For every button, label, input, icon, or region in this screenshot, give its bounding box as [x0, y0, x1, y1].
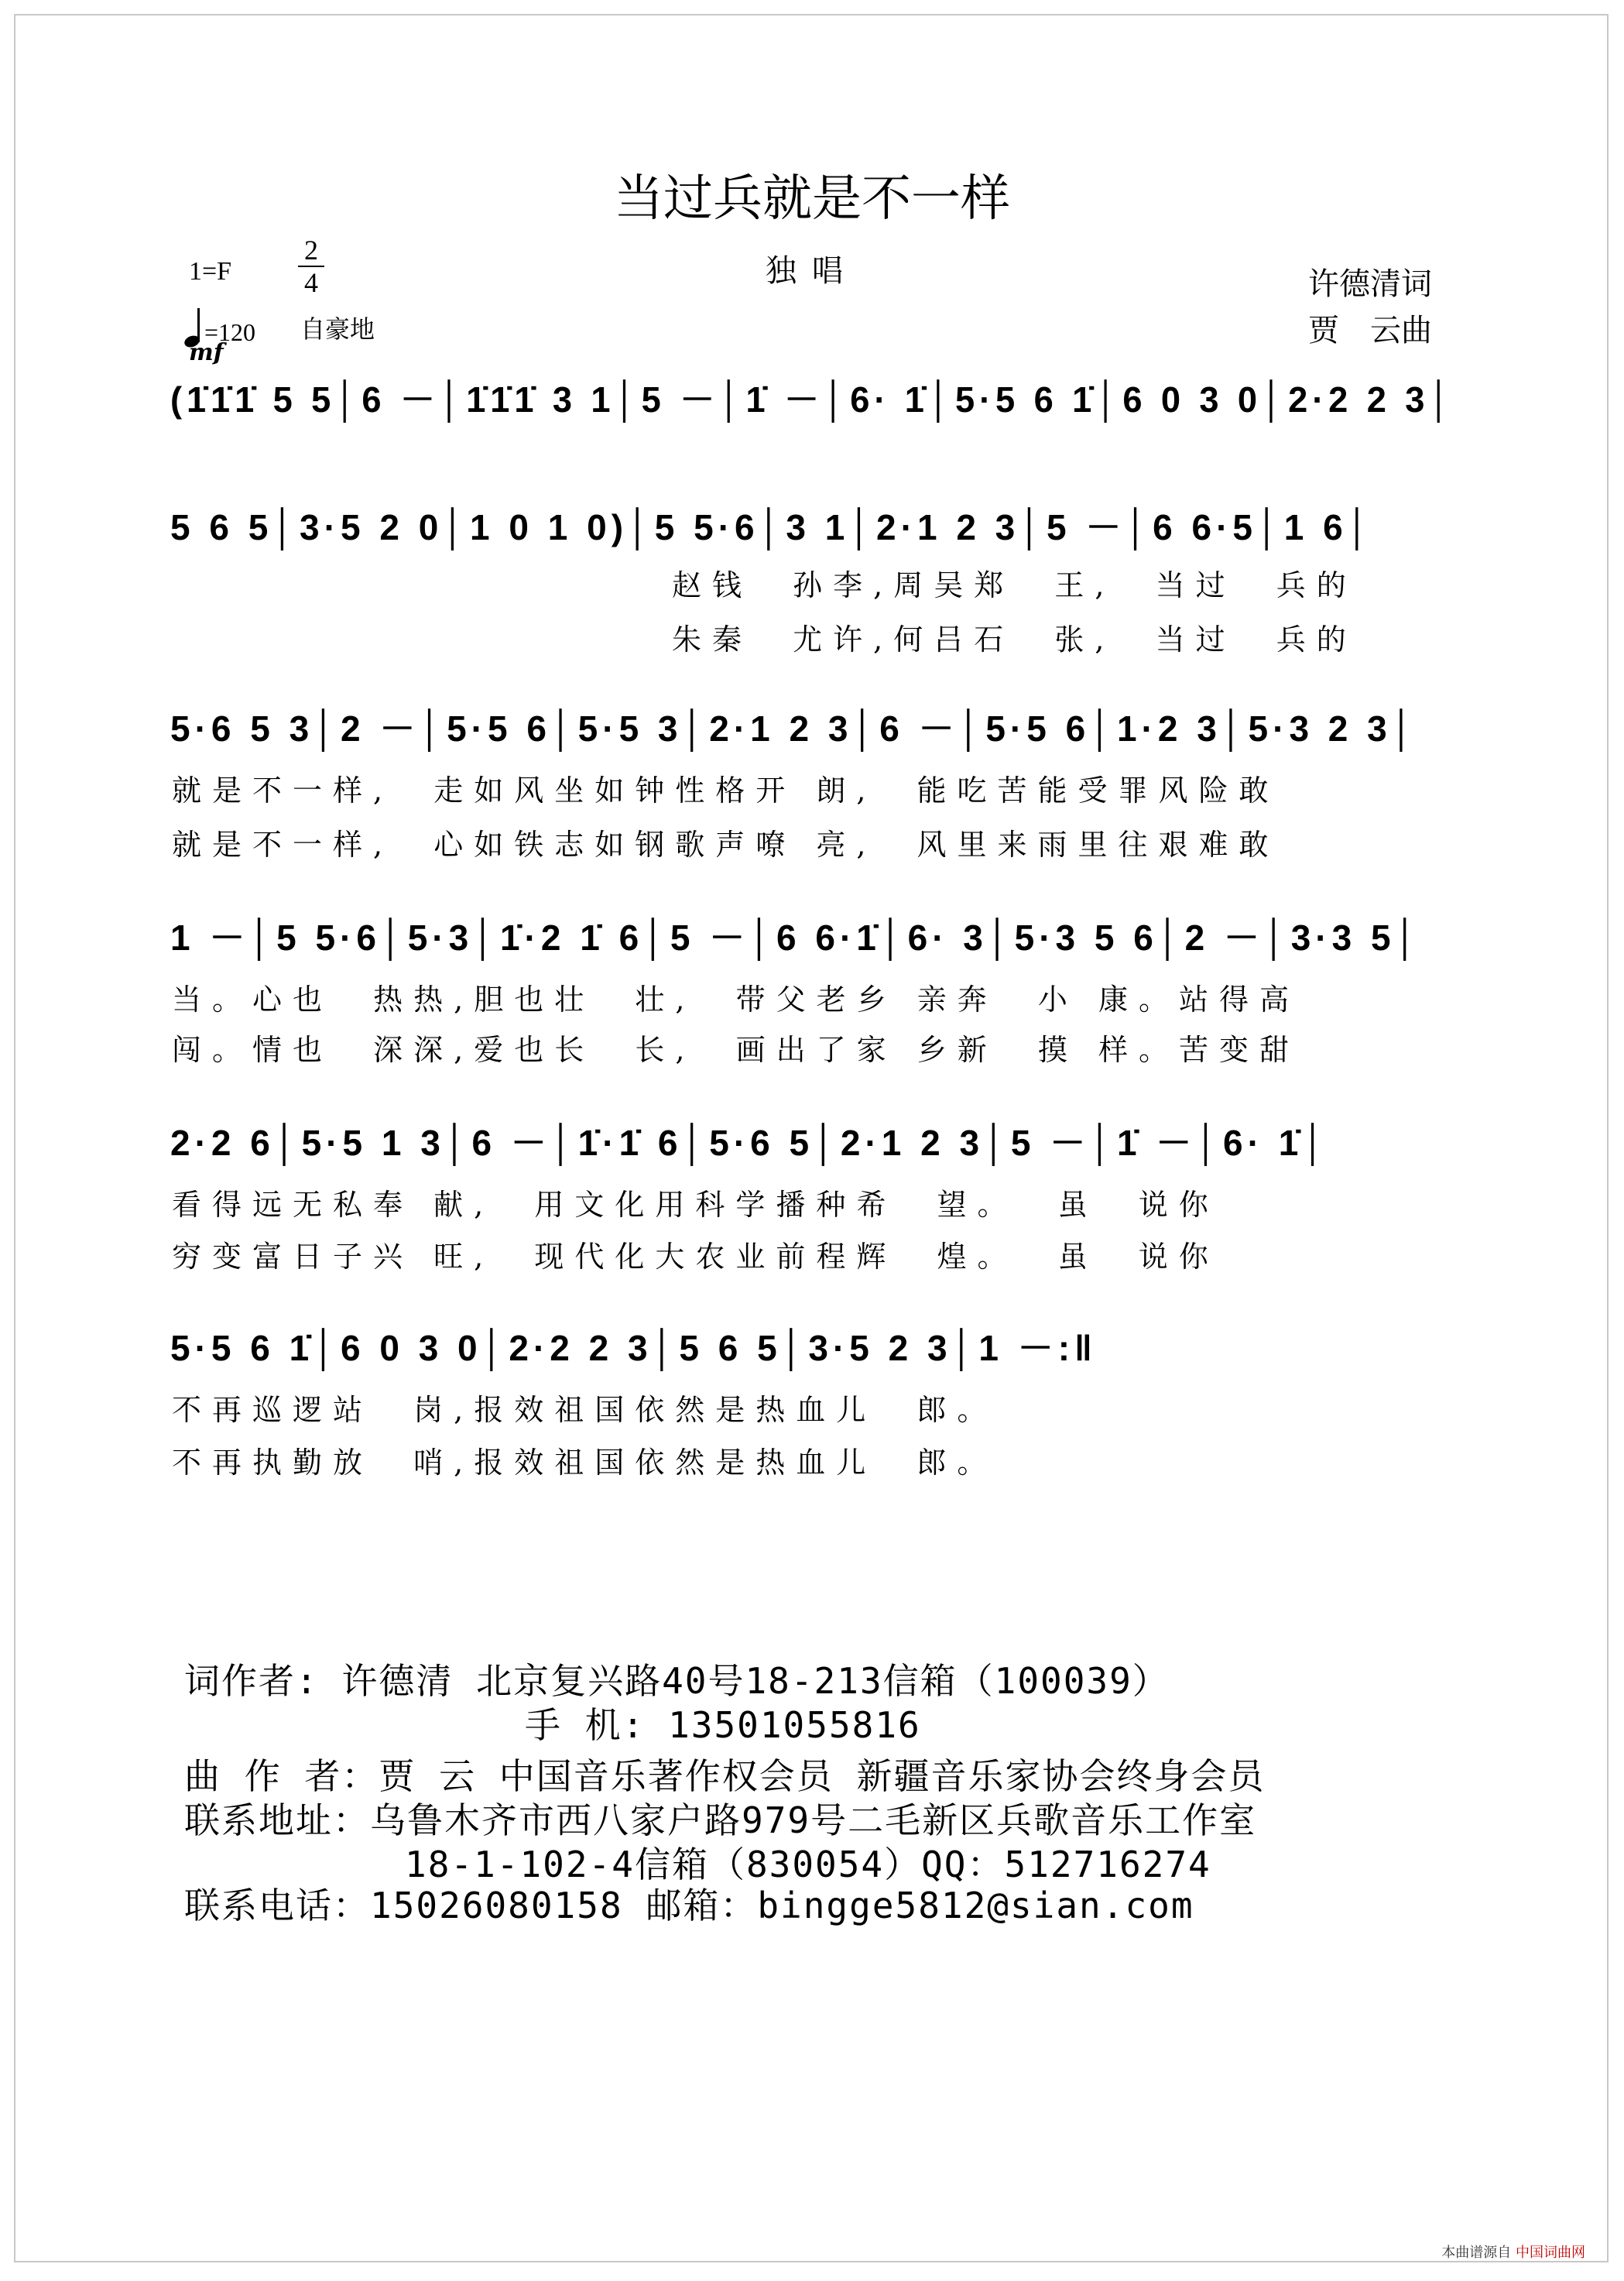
score-line-notes: 5·5 6 1̇│6 0 3 0│2·2 2 3│5 6 5│3·5 2 3│1 －:‖: [170, 1328, 1097, 1368]
composer-credit: 贾 云曲: [1308, 313, 1432, 348]
time-signature: [298, 235, 324, 297]
contact-address-cont: 18-1-102-4信箱（830054）QQ：512716274: [405, 1844, 1211, 1885]
score-line-6: [170, 1320, 1455, 1382]
score-line-5: [170, 1115, 1455, 1177]
source-footer: [1441, 2242, 1585, 2262]
score-line-4: [170, 910, 1455, 972]
source-label: 本曲谱源自: [1441, 2245, 1512, 2261]
lyric-verse-1: 赵钱 孙李,周吴郑 王, 当过 兵的: [672, 568, 1357, 602]
time-signature-bottom: 4: [304, 267, 318, 298]
tempo-value: =120: [204, 318, 256, 346]
lyricist-contact: 词作者: 许德清 北京复兴路40号18-213信箱（100039）: [184, 1660, 1170, 1702]
key-signature: 1=F: [189, 257, 232, 286]
score-line-notes: 1 －│5 5·6│5·3│1̇·2 1̇ 6│5 －│6 6·1̇│6· 3│5·3 5 6│2 －│3·3 5│: [170, 918, 1423, 958]
composer-info: 曲 作 者：贾 云 中国音乐著作权会员 新疆音乐家协会终身会员: [184, 1755, 1266, 1797]
score-line-1: [170, 372, 1455, 434]
score-line-2: [170, 499, 1455, 561]
song-title: 当过兵就是不一样: [614, 170, 1010, 228]
lyric-verse-2: 不再执勤放 哨,报效祖国依然是热血儿 郎。: [172, 1446, 998, 1480]
contact-phone-email: 联系电话：15026080158 邮箱：bingge5812@sian.com: [184, 1885, 1194, 1926]
lyric-verse-2: 闯。情也 深深,爱也长 长, 画出了家 乡新 摸 样。苦变甜: [172, 1033, 1300, 1067]
lyric-verse-1: 不再巡逻站 岗,报效祖国依然是热血儿 郎。: [172, 1393, 998, 1427]
source-site-link[interactable]: 中国词曲网: [1516, 2245, 1585, 2261]
score-line-notes: 5 6 5│3·5 2 0│1 0 1 0)│5 5·6│3 1│2·1 2 3│5 －│6 6·5│1 6│: [170, 507, 1375, 547]
performance-type: 独唱: [766, 253, 858, 289]
lyric-verse-2: 朱秦 尤许,何吕石 张, 当过 兵的: [672, 623, 1357, 657]
lyric-verse-2: 就是不一样, 心如铁志如钢歌声嘹 亮, 风里来雨里往艰难敢: [172, 828, 1280, 862]
lyric-verse-1: 看得远无私奉 献, 用文化用科学播种希 望。 虽 说你: [172, 1188, 1219, 1222]
score-line-notes: (1̇1̇1̇ 5 5│6 －│1̇1̇1̇ 3 1│5 －│1̇ －│6· 1̇│5·5 6 1̇│6 0 3 0│2·2 2 3│: [170, 379, 1456, 420]
lyric-verse-1: 当。心也 热热,胆也壮 壮, 带父老乡 亲奔 小 康。站得高: [172, 983, 1300, 1017]
score-line-3: [170, 701, 1455, 763]
lyric-verse-1: 就是不一样, 走如风坐如钟性格开 朗, 能吃苦能受罪风险敢: [172, 773, 1280, 808]
lyric-verse-2: 穷变富日子兴 旺, 现代化大农业前程辉 煌。 虽 说你: [172, 1240, 1219, 1274]
lyricist-phone: 手 机: 13501055816: [525, 1704, 921, 1746]
dynamic-marking: mf: [189, 339, 224, 366]
mood-marking: 自豪地: [300, 314, 375, 344]
score-line-notes: 2·2 6│5·5 1 3│6 －│1̇·1̇ 6│5·6 5│2·1 2 3│5 －│1̇ －│6· 1̇│: [170, 1123, 1331, 1163]
time-signature-top: 2: [304, 235, 318, 266]
contact-address: 联系地址：乌鲁木齐市西八家户路979号二毛新区兵歌音乐工作室: [184, 1799, 1257, 1841]
score-line-notes: 5·6 5 3│2 －│5·5 6│5·5 3│2·1 2 3│6 －│5·5 6│1·2 3│5·3 2 3│: [170, 708, 1419, 749]
